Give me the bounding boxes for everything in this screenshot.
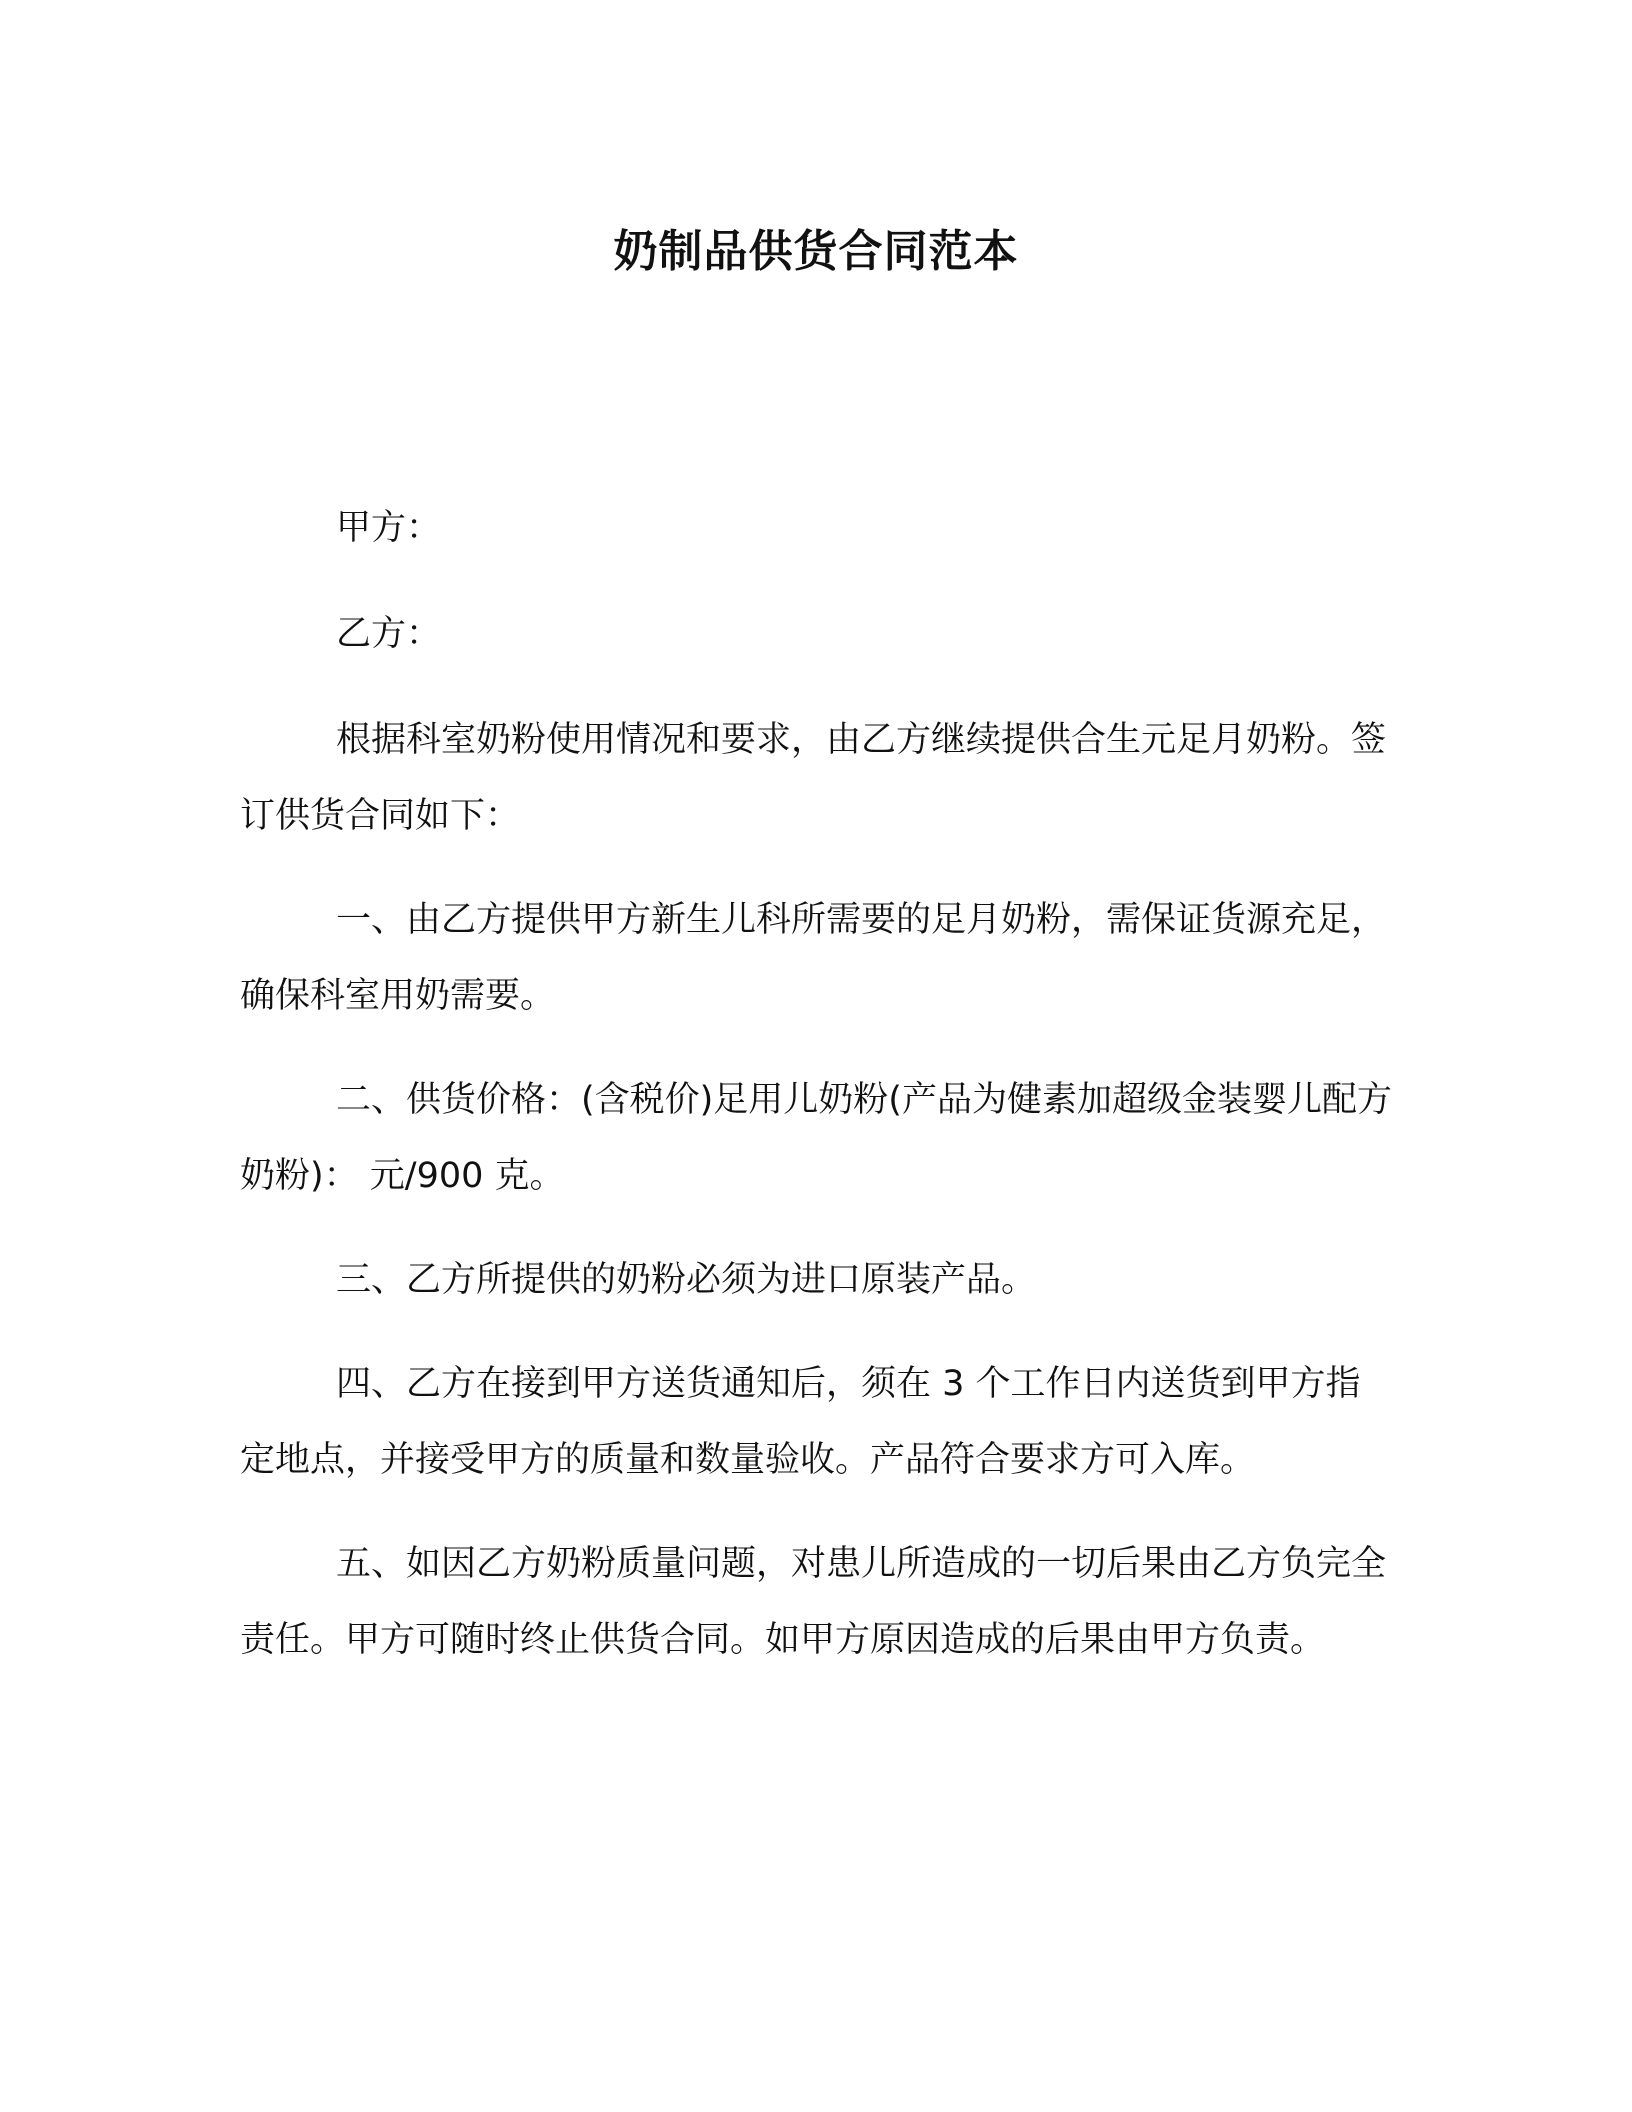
clause-5: 五、如因乙方奶粉质量问题，对患儿所造成的一切后果由乙方负完全责任。甲方可随时终止供货合同。如甲方原因造成的后果由甲方负责。 [240,1544,1387,1660]
clause-2: 二、供货价格：(含税价)足用儿奶粉(产品为健素加超级金装婴儿配方奶粉)： 元/900 克。 [240,1080,1392,1196]
clause-3: 三、乙方所提供的奶粉必须为进口原装产品。 [336,1260,1037,1300]
clause-4: 四、乙方在接到甲方送货通知后，须在 3 个工作日内送货到甲方指定地点，并接受甲方的质量和数量验收。产品符合要求方可入库。 [240,1364,1361,1480]
clause-1: 一、由乙方提供甲方新生儿科所需要的足月奶粉，需保证货源充足，确保科室用奶需要。 [240,900,1387,1016]
intro-paragraph: 根据科室奶粉使用情况和要求，由乙方继续提供合生元足月奶粉。签订供货合同如下： [240,720,1387,836]
party-a-line: 甲方： [336,508,442,548]
party-b-line: 乙方： [336,614,442,654]
document-body [240,490,1392,1706]
document-title: 奶制品供货合同范本 [613,226,1019,277]
